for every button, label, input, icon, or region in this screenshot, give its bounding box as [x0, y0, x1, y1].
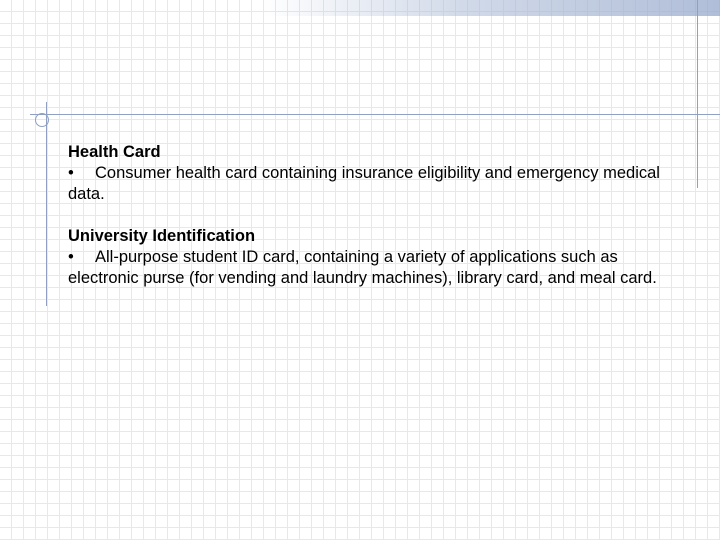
- horizontal-rule: [30, 114, 720, 115]
- bullet-text: All-purpose student ID card, containing a variety of applications such as electronic purse (for vending and laundry machines), library card, and meal card.: [68, 248, 657, 287]
- bullet-item: [68, 163, 678, 205]
- bullet-item: [68, 247, 678, 289]
- section-university-identification: [68, 226, 678, 289]
- section-title: Health Card: [68, 143, 161, 161]
- right-vertical-rule: [697, 0, 698, 188]
- vertical-rule: [46, 102, 47, 306]
- slide-body: [68, 142, 678, 289]
- section-title: University Identification: [68, 227, 256, 245]
- section-health-card: [68, 142, 678, 205]
- top-gradient-bar: [262, 0, 720, 16]
- corner-circle-ornament: [35, 113, 49, 127]
- bullet-text: Consumer health card containing insurance eligibility and emergency medical data.: [68, 164, 660, 203]
- bullet-icon: •: [68, 164, 74, 182]
- bullet-icon: •: [68, 248, 74, 266]
